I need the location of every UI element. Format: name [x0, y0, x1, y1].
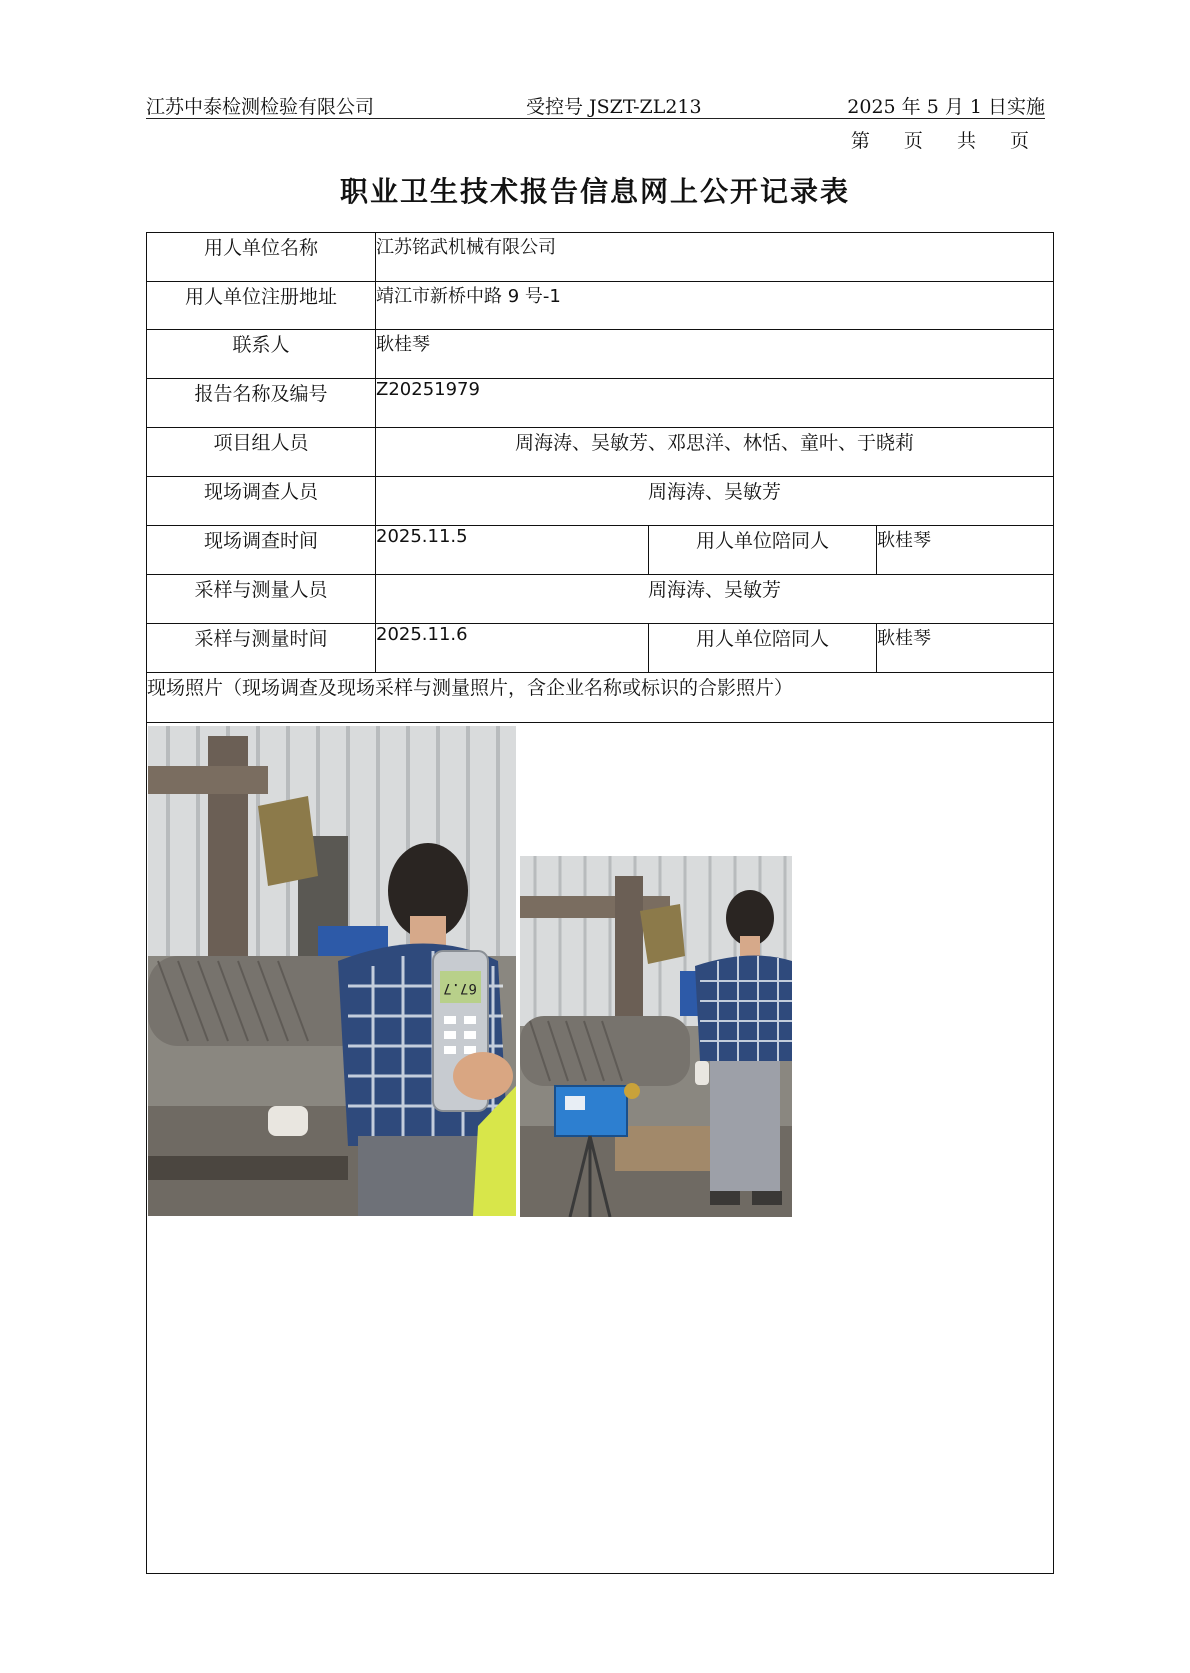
row-address [147, 282, 1054, 330]
header-company: 江苏中泰检测检验有限公司 [146, 96, 375, 118]
photos-cell [147, 723, 1054, 1574]
team-value: 周海涛、吴敏芳、邓思洋、林恬、童叶、于晓莉 [376, 428, 1054, 477]
page-number: 第 页 共 页 [850, 130, 1043, 152]
photo-dust-sampling-image [520, 856, 792, 1217]
survey-escort-label: 用人单位陪同人 [649, 526, 877, 575]
sampling-escort-value: 耿桂琴 [877, 624, 1054, 673]
report-value: Z20251979 [376, 379, 1054, 428]
row-team [147, 428, 1054, 477]
row-sampling-time [147, 624, 1054, 673]
header-control-no: 受控号 JSZT-ZL213 [526, 96, 702, 118]
team-label: 项目组人员 [147, 428, 376, 477]
row-survey-staff [147, 477, 1054, 526]
employer-name-value: 江苏铭武机械有限公司 [376, 233, 1054, 282]
photo-noise-measurement-image [148, 726, 516, 1216]
address-value: 靖江市新桥中路 9 号-1 [376, 282, 1054, 330]
photo-noise-measurement [148, 726, 516, 1216]
row-photos [147, 723, 1054, 1574]
survey-staff-label: 现场调查人员 [147, 477, 376, 526]
row-employer-name [147, 233, 1054, 282]
sampling-escort-label: 用人单位陪同人 [649, 624, 877, 673]
contact-label: 联系人 [147, 330, 376, 379]
address-label: 用人单位注册地址 [147, 282, 376, 330]
row-survey-time [147, 526, 1054, 575]
row-photos-label [147, 673, 1054, 723]
page-title: 职业卫生技术报告信息网上公开记录表 [339, 175, 850, 208]
survey-time-label: 现场调查时间 [147, 526, 376, 575]
photo-dust-sampling [520, 856, 792, 1217]
row-contact [147, 330, 1054, 379]
sampling-time-label: 采样与测量时间 [147, 624, 376, 673]
meter-reading: 67.7 [443, 980, 477, 996]
survey-staff-value: 周海涛、吴敏芳 [376, 477, 1054, 526]
row-sampling-staff [147, 575, 1054, 624]
survey-escort-value: 耿桂琴 [877, 526, 1054, 575]
survey-time-value: 2025.11.5 [376, 526, 649, 575]
header-effective-date: 2025 年 5 月 1 日实施 [847, 96, 1045, 118]
row-report [147, 379, 1054, 428]
contact-value: 耿桂琴 [376, 330, 1054, 379]
page-header [146, 92, 1045, 119]
sampling-time-value: 2025.11.6 [376, 624, 649, 673]
report-label: 报告名称及编号 [147, 379, 376, 428]
record-table [146, 232, 1054, 1574]
sampling-staff-value: 周海涛、吴敏芳 [376, 575, 1054, 624]
sampling-staff-label: 采样与测量人员 [147, 575, 376, 624]
photos-label: 现场照片（现场调查及现场采样与测量照片，含企业名称或标识的合影照片） [147, 673, 1054, 723]
employer-name-label: 用人单位名称 [147, 233, 376, 282]
